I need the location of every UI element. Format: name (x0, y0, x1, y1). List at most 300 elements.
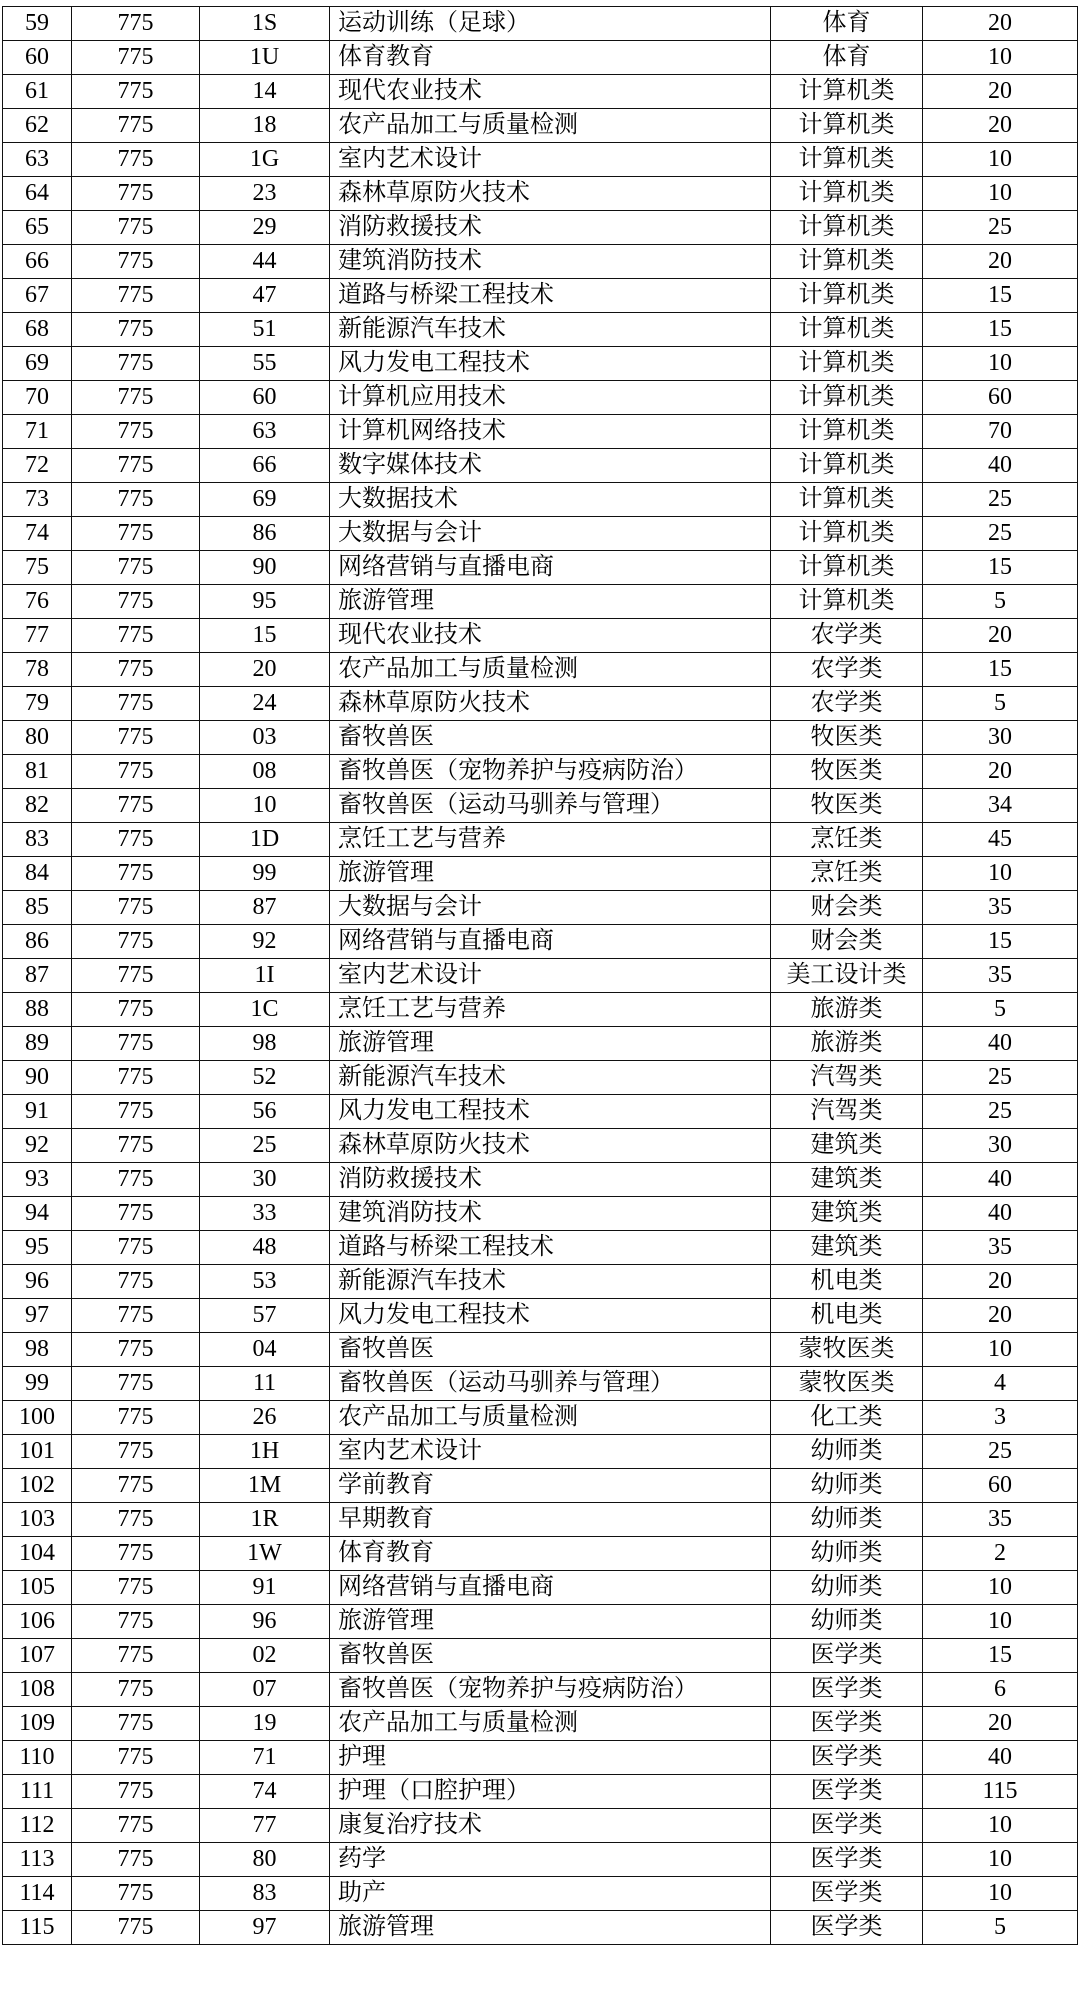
major-name-cell: 网络营销与直播电商 (330, 1571, 771, 1605)
table-row (3, 1843, 1078, 1877)
category-cell: 建筑类 (771, 1129, 923, 1163)
table-row (3, 279, 1078, 313)
major-name-cell: 室内艺术设计 (330, 1435, 771, 1469)
school-code-cell: 775 (72, 755, 200, 789)
major-name-cell: 旅游管理 (330, 1911, 771, 1945)
school-code-cell: 775 (72, 211, 200, 245)
row-number-cell: 60 (3, 41, 72, 75)
category-cell: 汽驾类 (771, 1061, 923, 1095)
category-cell: 幼师类 (771, 1537, 923, 1571)
major-code-cell: 08 (200, 755, 330, 789)
row-number-cell: 100 (3, 1401, 72, 1435)
row-number-cell: 74 (3, 517, 72, 551)
school-code-cell: 775 (72, 857, 200, 891)
category-cell: 牧医类 (771, 721, 923, 755)
category-cell: 医学类 (771, 1809, 923, 1843)
school-code-cell: 775 (72, 245, 200, 279)
plan-count-cell: 25 (923, 517, 1078, 551)
plan-count-cell: 25 (923, 1435, 1078, 1469)
school-code-cell: 775 (72, 7, 200, 41)
major-code-cell: 30 (200, 1163, 330, 1197)
table-row (3, 415, 1078, 449)
category-cell: 体育 (771, 7, 923, 41)
table-row (3, 1605, 1078, 1639)
plan-count-cell: 5 (923, 993, 1078, 1027)
major-name-cell: 新能源汽车技术 (330, 1061, 771, 1095)
major-name-cell: 旅游管理 (330, 585, 771, 619)
row-number-cell: 103 (3, 1503, 72, 1537)
row-number-cell: 64 (3, 177, 72, 211)
major-code-cell: 57 (200, 1299, 330, 1333)
major-name-cell: 护理（口腔护理） (330, 1775, 771, 1809)
row-number-cell: 68 (3, 313, 72, 347)
school-code-cell: 775 (72, 1809, 200, 1843)
category-cell: 幼师类 (771, 1605, 923, 1639)
school-code-cell: 775 (72, 1571, 200, 1605)
table-row (3, 1435, 1078, 1469)
row-number-cell: 113 (3, 1843, 72, 1877)
category-cell: 计算机类 (771, 109, 923, 143)
category-cell: 蒙牧医类 (771, 1367, 923, 1401)
row-number-cell: 63 (3, 143, 72, 177)
category-cell: 计算机类 (771, 347, 923, 381)
plan-count-cell: 40 (923, 1163, 1078, 1197)
table-row (3, 1571, 1078, 1605)
major-code-cell: 83 (200, 1877, 330, 1911)
plan-count-cell: 20 (923, 755, 1078, 789)
row-number-cell: 78 (3, 653, 72, 687)
category-cell: 旅游类 (771, 993, 923, 1027)
plan-count-cell: 20 (923, 245, 1078, 279)
major-code-cell: 74 (200, 1775, 330, 1809)
table-row (3, 1911, 1078, 1945)
row-number-cell: 94 (3, 1197, 72, 1231)
row-number-cell: 66 (3, 245, 72, 279)
category-cell: 蒙牧医类 (771, 1333, 923, 1367)
table-row (3, 347, 1078, 381)
row-number-cell: 76 (3, 585, 72, 619)
major-name-cell: 室内艺术设计 (330, 143, 771, 177)
row-number-cell: 93 (3, 1163, 72, 1197)
major-name-cell: 畜牧兽医（运动马驯养与管理） (330, 789, 771, 823)
major-name-cell: 森林草原防火技术 (330, 177, 771, 211)
plan-count-cell: 10 (923, 347, 1078, 381)
school-code-cell: 775 (72, 1061, 200, 1095)
school-code-cell: 775 (72, 41, 200, 75)
table-row (3, 619, 1078, 653)
row-number-cell: 70 (3, 381, 72, 415)
category-cell: 财会类 (771, 925, 923, 959)
table-row (3, 1877, 1078, 1911)
table-body (3, 7, 1078, 1945)
plan-count-cell: 15 (923, 925, 1078, 959)
category-cell: 医学类 (771, 1707, 923, 1741)
table-row (3, 1401, 1078, 1435)
category-cell: 机电类 (771, 1265, 923, 1299)
major-name-cell: 风力发电工程技术 (330, 1299, 771, 1333)
category-cell: 农学类 (771, 619, 923, 653)
category-cell: 汽驾类 (771, 1095, 923, 1129)
major-code-cell: 55 (200, 347, 330, 381)
row-number-cell: 88 (3, 993, 72, 1027)
category-cell: 计算机类 (771, 177, 923, 211)
major-code-cell: 69 (200, 483, 330, 517)
major-code-cell: 53 (200, 1265, 330, 1299)
school-code-cell: 775 (72, 313, 200, 347)
plan-count-cell: 10 (923, 177, 1078, 211)
category-cell: 计算机类 (771, 75, 923, 109)
major-code-cell: 63 (200, 415, 330, 449)
category-cell: 旅游类 (771, 1027, 923, 1061)
category-cell: 计算机类 (771, 415, 923, 449)
table-row (3, 1639, 1078, 1673)
school-code-cell: 775 (72, 279, 200, 313)
plan-count-cell: 40 (923, 1027, 1078, 1061)
major-name-cell: 风力发电工程技术 (330, 347, 771, 381)
table-row (3, 211, 1078, 245)
table-row (3, 483, 1078, 517)
row-number-cell: 102 (3, 1469, 72, 1503)
table-row (3, 1741, 1078, 1775)
major-name-cell: 计算机网络技术 (330, 415, 771, 449)
major-code-cell: 87 (200, 891, 330, 925)
table-row (3, 1469, 1078, 1503)
plan-count-cell: 30 (923, 721, 1078, 755)
plan-count-cell: 40 (923, 449, 1078, 483)
major-name-cell: 旅游管理 (330, 1027, 771, 1061)
row-number-cell: 81 (3, 755, 72, 789)
table-row (3, 857, 1078, 891)
major-code-cell: 86 (200, 517, 330, 551)
school-code-cell: 775 (72, 1333, 200, 1367)
table-row (3, 1095, 1078, 1129)
plan-count-cell: 20 (923, 619, 1078, 653)
category-cell: 医学类 (771, 1741, 923, 1775)
table-row (3, 789, 1078, 823)
major-name-cell: 体育教育 (330, 41, 771, 75)
plan-count-cell: 6 (923, 1673, 1078, 1707)
table-row (3, 721, 1078, 755)
category-cell: 计算机类 (771, 551, 923, 585)
major-code-cell: 29 (200, 211, 330, 245)
plan-count-cell: 20 (923, 1707, 1078, 1741)
major-code-cell: 92 (200, 925, 330, 959)
table-row (3, 1367, 1078, 1401)
school-code-cell: 775 (72, 1401, 200, 1435)
major-name-cell: 数字媒体技术 (330, 449, 771, 483)
major-name-cell: 学前教育 (330, 1469, 771, 1503)
school-code-cell: 775 (72, 1673, 200, 1707)
school-code-cell: 775 (72, 1537, 200, 1571)
category-cell: 幼师类 (771, 1503, 923, 1537)
plan-count-cell: 10 (923, 1571, 1078, 1605)
school-code-cell: 775 (72, 1639, 200, 1673)
major-code-cell: 77 (200, 1809, 330, 1843)
school-code-cell: 775 (72, 177, 200, 211)
category-cell: 计算机类 (771, 381, 923, 415)
plan-count-cell: 10 (923, 1809, 1078, 1843)
major-code-cell: 52 (200, 1061, 330, 1095)
plan-count-cell: 60 (923, 1469, 1078, 1503)
row-number-cell: 75 (3, 551, 72, 585)
major-name-cell: 网络营销与直播电商 (330, 925, 771, 959)
school-code-cell: 775 (72, 619, 200, 653)
major-code-cell: 1I (200, 959, 330, 993)
major-code-cell: 47 (200, 279, 330, 313)
row-number-cell: 108 (3, 1673, 72, 1707)
major-code-cell: 66 (200, 449, 330, 483)
row-number-cell: 86 (3, 925, 72, 959)
table-row (3, 1537, 1078, 1571)
table-row (3, 7, 1078, 41)
row-number-cell: 61 (3, 75, 72, 109)
table-row (3, 1673, 1078, 1707)
plan-count-cell: 20 (923, 1265, 1078, 1299)
document-page (2, 6, 1077, 1945)
row-number-cell: 110 (3, 1741, 72, 1775)
table-row (3, 1809, 1078, 1843)
category-cell: 幼师类 (771, 1435, 923, 1469)
row-number-cell: 104 (3, 1537, 72, 1571)
category-cell: 建筑类 (771, 1197, 923, 1231)
row-number-cell: 79 (3, 687, 72, 721)
major-code-cell: 25 (200, 1129, 330, 1163)
row-number-cell: 87 (3, 959, 72, 993)
plan-count-cell: 20 (923, 7, 1078, 41)
major-code-cell: 33 (200, 1197, 330, 1231)
table-row (3, 959, 1078, 993)
school-code-cell: 775 (72, 1231, 200, 1265)
major-name-cell: 农产品加工与质量检测 (330, 1707, 771, 1741)
major-name-cell: 旅游管理 (330, 857, 771, 891)
row-number-cell: 111 (3, 1775, 72, 1809)
major-code-cell: 15 (200, 619, 330, 653)
row-number-cell: 91 (3, 1095, 72, 1129)
major-code-cell: 95 (200, 585, 330, 619)
plan-count-cell: 40 (923, 1741, 1078, 1775)
table-row (3, 313, 1078, 347)
major-name-cell: 现代农业技术 (330, 75, 771, 109)
table-row (3, 1299, 1078, 1333)
category-cell: 计算机类 (771, 483, 923, 517)
row-number-cell: 114 (3, 1877, 72, 1911)
major-name-cell: 畜牧兽医（宠物养护与疫病防治） (330, 755, 771, 789)
row-number-cell: 95 (3, 1231, 72, 1265)
table-row (3, 1775, 1078, 1809)
row-number-cell: 98 (3, 1333, 72, 1367)
table-row (3, 1163, 1078, 1197)
table-row (3, 891, 1078, 925)
major-name-cell: 运动训练（足球） (330, 7, 771, 41)
major-code-cell: 24 (200, 687, 330, 721)
school-code-cell: 775 (72, 823, 200, 857)
school-code-cell: 775 (72, 1741, 200, 1775)
plan-count-cell: 5 (923, 585, 1078, 619)
category-cell: 计算机类 (771, 279, 923, 313)
plan-count-cell: 5 (923, 1911, 1078, 1945)
table-row (3, 1503, 1078, 1537)
major-name-cell: 大数据与会计 (330, 891, 771, 925)
major-name-cell: 消防救援技术 (330, 211, 771, 245)
table-row (3, 449, 1078, 483)
school-code-cell: 775 (72, 1367, 200, 1401)
school-code-cell: 775 (72, 993, 200, 1027)
major-code-cell: 60 (200, 381, 330, 415)
row-number-cell: 72 (3, 449, 72, 483)
table-row (3, 177, 1078, 211)
school-code-cell: 775 (72, 1843, 200, 1877)
major-name-cell: 农产品加工与质量检测 (330, 653, 771, 687)
table-row (3, 245, 1078, 279)
major-name-cell: 早期教育 (330, 1503, 771, 1537)
category-cell: 烹饪类 (771, 823, 923, 857)
plan-count-cell: 70 (923, 415, 1078, 449)
row-number-cell: 65 (3, 211, 72, 245)
school-code-cell: 775 (72, 1605, 200, 1639)
table-row (3, 109, 1078, 143)
major-name-cell: 计算机应用技术 (330, 381, 771, 415)
major-code-cell: 20 (200, 653, 330, 687)
category-cell: 牧医类 (771, 755, 923, 789)
major-code-cell: 56 (200, 1095, 330, 1129)
row-number-cell: 115 (3, 1911, 72, 1945)
major-code-cell: 91 (200, 1571, 330, 1605)
row-number-cell: 105 (3, 1571, 72, 1605)
major-name-cell: 大数据与会计 (330, 517, 771, 551)
plan-count-cell: 10 (923, 143, 1078, 177)
plan-count-cell: 10 (923, 41, 1078, 75)
major-name-cell: 畜牧兽医（运动马驯养与管理） (330, 1367, 771, 1401)
major-name-cell: 康复治疗技术 (330, 1809, 771, 1843)
school-code-cell: 775 (72, 1469, 200, 1503)
plan-count-cell: 15 (923, 279, 1078, 313)
plan-count-cell: 10 (923, 1843, 1078, 1877)
major-name-cell: 新能源汽车技术 (330, 313, 771, 347)
plan-count-cell: 25 (923, 483, 1078, 517)
major-name-cell: 网络营销与直播电商 (330, 551, 771, 585)
category-cell: 农学类 (771, 653, 923, 687)
plan-count-cell: 45 (923, 823, 1078, 857)
table-row (3, 1197, 1078, 1231)
plan-count-cell: 15 (923, 551, 1078, 585)
table-row (3, 1129, 1078, 1163)
plan-count-cell: 15 (923, 1639, 1078, 1673)
plan-count-cell: 35 (923, 959, 1078, 993)
major-code-cell: 48 (200, 1231, 330, 1265)
category-cell: 幼师类 (771, 1571, 923, 1605)
row-number-cell: 107 (3, 1639, 72, 1673)
major-code-cell: 1W (200, 1537, 330, 1571)
major-code-cell: 14 (200, 75, 330, 109)
school-code-cell: 775 (72, 653, 200, 687)
major-name-cell: 建筑消防技术 (330, 1197, 771, 1231)
category-cell: 医学类 (771, 1877, 923, 1911)
major-code-cell: 44 (200, 245, 330, 279)
major-name-cell: 畜牧兽医 (330, 721, 771, 755)
category-cell: 计算机类 (771, 211, 923, 245)
school-code-cell: 775 (72, 959, 200, 993)
category-cell: 医学类 (771, 1843, 923, 1877)
plan-count-cell: 115 (923, 1775, 1078, 1809)
row-number-cell: 92 (3, 1129, 72, 1163)
row-number-cell: 71 (3, 415, 72, 449)
major-name-cell: 消防救援技术 (330, 1163, 771, 1197)
school-code-cell: 775 (72, 143, 200, 177)
table-row (3, 1231, 1078, 1265)
row-number-cell: 84 (3, 857, 72, 891)
category-cell: 医学类 (771, 1673, 923, 1707)
row-number-cell: 69 (3, 347, 72, 381)
major-code-cell: 23 (200, 177, 330, 211)
category-cell: 计算机类 (771, 143, 923, 177)
major-code-cell: 11 (200, 1367, 330, 1401)
plan-count-cell: 35 (923, 1503, 1078, 1537)
row-number-cell: 80 (3, 721, 72, 755)
table-row (3, 653, 1078, 687)
plan-count-cell: 20 (923, 75, 1078, 109)
row-number-cell: 101 (3, 1435, 72, 1469)
category-cell: 医学类 (771, 1639, 923, 1673)
school-code-cell: 775 (72, 1435, 200, 1469)
major-name-cell: 体育教育 (330, 1537, 771, 1571)
row-number-cell: 112 (3, 1809, 72, 1843)
major-name-cell: 农产品加工与质量检测 (330, 109, 771, 143)
row-number-cell: 83 (3, 823, 72, 857)
major-name-cell: 护理 (330, 1741, 771, 1775)
plan-count-cell: 25 (923, 1095, 1078, 1129)
major-code-cell: 1S (200, 7, 330, 41)
category-cell: 烹饪类 (771, 857, 923, 891)
major-name-cell: 旅游管理 (330, 1605, 771, 1639)
plan-count-cell: 30 (923, 1129, 1078, 1163)
school-code-cell: 775 (72, 483, 200, 517)
major-name-cell: 畜牧兽医 (330, 1333, 771, 1367)
major-name-cell: 畜牧兽医 (330, 1639, 771, 1673)
category-cell: 医学类 (771, 1911, 923, 1945)
major-name-cell: 大数据技术 (330, 483, 771, 517)
school-code-cell: 775 (72, 1197, 200, 1231)
school-code-cell: 775 (72, 891, 200, 925)
category-cell: 建筑类 (771, 1231, 923, 1265)
category-cell: 农学类 (771, 687, 923, 721)
major-code-cell: 98 (200, 1027, 330, 1061)
major-code-cell: 80 (200, 1843, 330, 1877)
plan-count-cell: 25 (923, 1061, 1078, 1095)
category-cell: 计算机类 (771, 245, 923, 279)
plan-count-cell: 2 (923, 1537, 1078, 1571)
table-row (3, 687, 1078, 721)
major-code-cell: 02 (200, 1639, 330, 1673)
major-name-cell: 新能源汽车技术 (330, 1265, 771, 1299)
school-code-cell: 775 (72, 789, 200, 823)
school-code-cell: 775 (72, 1877, 200, 1911)
school-code-cell: 775 (72, 1129, 200, 1163)
category-cell: 机电类 (771, 1299, 923, 1333)
school-code-cell: 775 (72, 347, 200, 381)
table-row (3, 993, 1078, 1027)
plan-count-cell: 35 (923, 891, 1078, 925)
plan-count-cell: 40 (923, 1197, 1078, 1231)
school-code-cell: 775 (72, 517, 200, 551)
category-cell: 医学类 (771, 1775, 923, 1809)
major-code-cell: 96 (200, 1605, 330, 1639)
major-code-cell: 51 (200, 313, 330, 347)
plan-count-cell: 15 (923, 313, 1078, 347)
school-code-cell: 775 (72, 1027, 200, 1061)
row-number-cell: 99 (3, 1367, 72, 1401)
major-code-cell: 90 (200, 551, 330, 585)
major-code-cell: 1D (200, 823, 330, 857)
